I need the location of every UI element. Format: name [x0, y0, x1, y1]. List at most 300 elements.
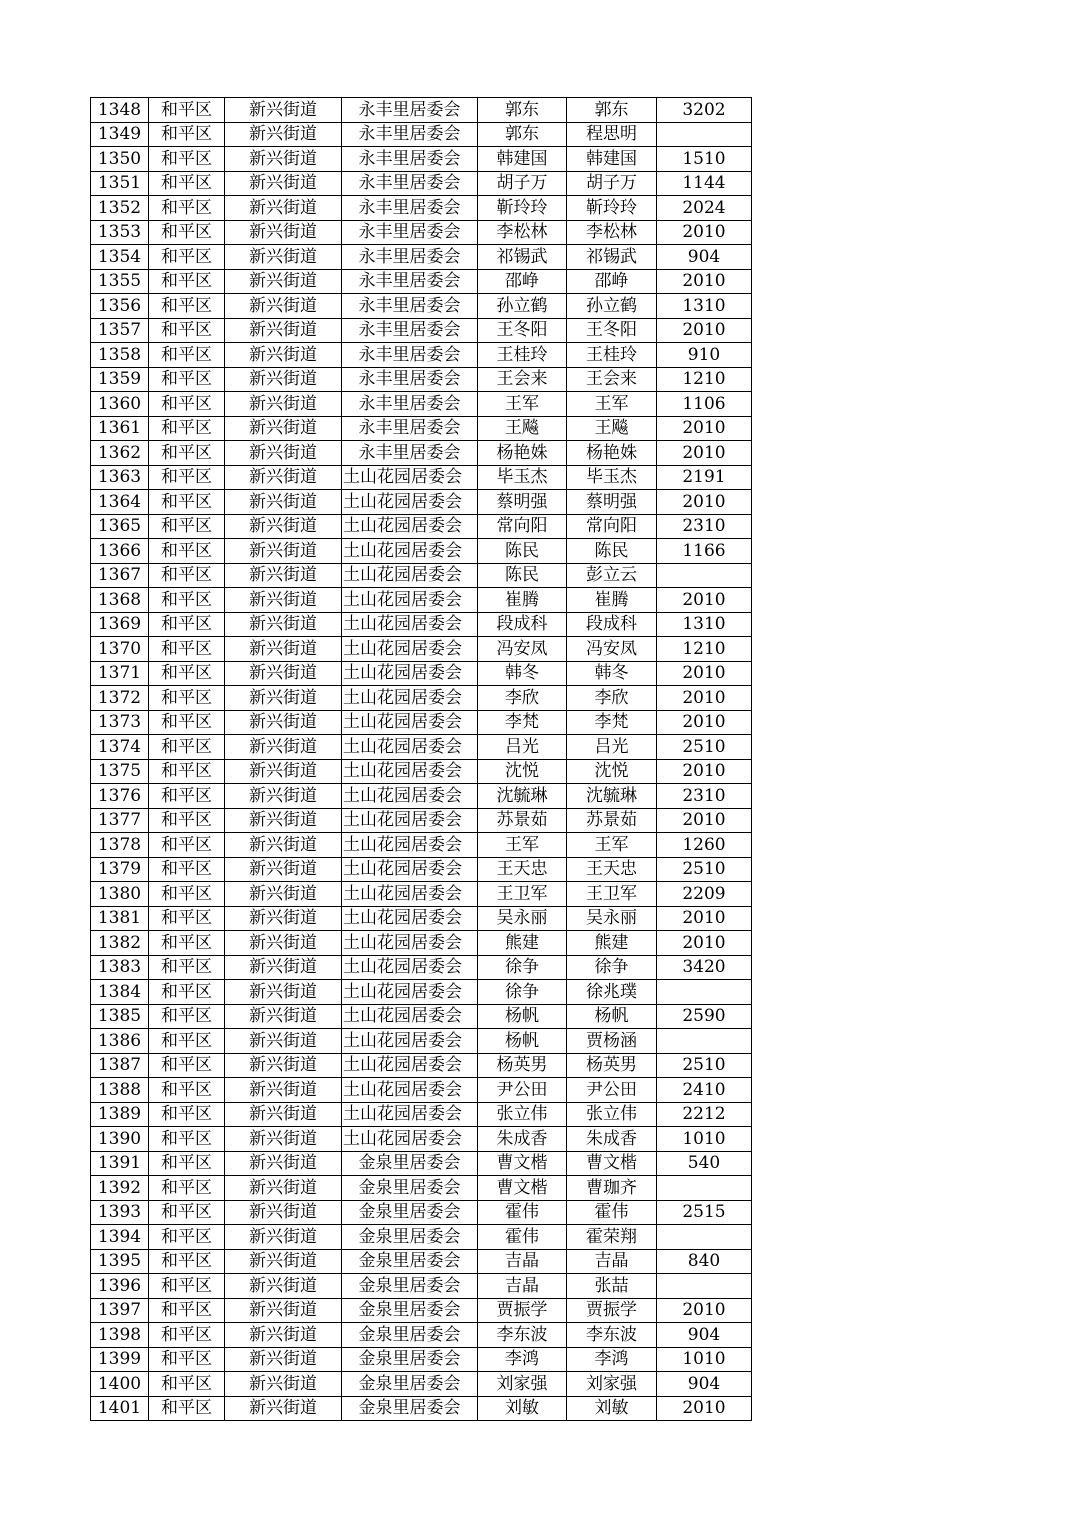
applicant-cell: 吉晶: [478, 1249, 567, 1274]
table-row: [91, 98, 752, 123]
committee-cell: 土山花园居委会: [342, 735, 478, 760]
applicant-cell: 徐争: [478, 955, 567, 980]
applicant-cell: 邵峥: [478, 269, 567, 294]
applicant-cell: 刘家强: [478, 1372, 567, 1397]
amount-cell: [657, 1274, 752, 1299]
row-number-cell: 1374: [91, 735, 149, 760]
member-cell: 王军: [567, 392, 657, 417]
row-number-cell: 1354: [91, 245, 149, 270]
applicant-cell: 苏景茹: [478, 808, 567, 833]
table-row: [91, 882, 752, 907]
member-cell: 杨艳姝: [567, 441, 657, 466]
table-row: [91, 171, 752, 196]
member-cell: 霍荣翔: [567, 1225, 657, 1250]
district-cell: 和平区: [149, 1372, 225, 1397]
amount-cell: 1210: [657, 367, 752, 392]
row-number-cell: 1401: [91, 1396, 149, 1421]
member-cell: 程思明: [567, 122, 657, 147]
street-cell: 新兴街道: [225, 1298, 342, 1323]
district-cell: 和平区: [149, 686, 225, 711]
district-cell: 和平区: [149, 367, 225, 392]
amount-cell: 2191: [657, 465, 752, 490]
committee-cell: 土山花园居委会: [342, 490, 478, 515]
applicant-cell: 陈民: [478, 539, 567, 564]
row-number-cell: 1389: [91, 1102, 149, 1127]
street-cell: 新兴街道: [225, 1151, 342, 1176]
street-cell: 新兴街道: [225, 1372, 342, 1397]
amount-cell: 2515: [657, 1200, 752, 1225]
street-cell: 新兴街道: [225, 147, 342, 172]
committee-cell: 土山花园居委会: [342, 759, 478, 784]
data-table: [90, 97, 752, 1421]
table-row: [91, 1274, 752, 1299]
district-cell: 和平区: [149, 269, 225, 294]
street-cell: 新兴街道: [225, 1127, 342, 1152]
amount-cell: 2209: [657, 882, 752, 907]
member-cell: 王桂玲: [567, 343, 657, 368]
member-cell: 张喆: [567, 1274, 657, 1299]
committee-cell: 永丰里居委会: [342, 392, 478, 417]
applicant-cell: 冯安凤: [478, 637, 567, 662]
committee-cell: 永丰里居委会: [342, 343, 478, 368]
member-cell: 韩冬: [567, 661, 657, 686]
table-row: [91, 1372, 752, 1397]
row-number-cell: 1393: [91, 1200, 149, 1225]
street-cell: 新兴街道: [225, 1274, 342, 1299]
street-cell: 新兴街道: [225, 759, 342, 784]
applicant-cell: 李松林: [478, 220, 567, 245]
row-number-cell: 1384: [91, 980, 149, 1005]
district-cell: 和平区: [149, 1078, 225, 1103]
amount-cell: 1260: [657, 833, 752, 858]
row-number-cell: 1373: [91, 710, 149, 735]
street-cell: 新兴街道: [225, 857, 342, 882]
member-cell: 熊建: [567, 931, 657, 956]
member-cell: 李东波: [567, 1323, 657, 1348]
district-cell: 和平区: [149, 955, 225, 980]
street-cell: 新兴街道: [225, 1323, 342, 1348]
applicant-cell: 曹文楷: [478, 1176, 567, 1201]
table-row: [91, 588, 752, 613]
amount-cell: 1010: [657, 1347, 752, 1372]
district-cell: 和平区: [149, 1200, 225, 1225]
applicant-cell: 常向阳: [478, 514, 567, 539]
member-cell: 胡子万: [567, 171, 657, 196]
member-cell: 段成科: [567, 612, 657, 637]
table-row: [91, 1053, 752, 1078]
applicant-cell: 陈民: [478, 563, 567, 588]
applicant-cell: 霍伟: [478, 1200, 567, 1225]
member-cell: 陈民: [567, 539, 657, 564]
applicant-cell: 胡子万: [478, 171, 567, 196]
table-row: [91, 1176, 752, 1201]
applicant-cell: 朱成香: [478, 1127, 567, 1152]
applicant-cell: 王卫军: [478, 882, 567, 907]
row-number-cell: 1358: [91, 343, 149, 368]
table-row: [91, 294, 752, 319]
applicant-cell: 孙立鹤: [478, 294, 567, 319]
amount-cell: 910: [657, 343, 752, 368]
member-cell: 杨帆: [567, 1004, 657, 1029]
district-cell: 和平区: [149, 294, 225, 319]
table-row: [91, 196, 752, 221]
table-row: [91, 490, 752, 515]
table-row: [91, 1029, 752, 1054]
applicant-cell: 霍伟: [478, 1225, 567, 1250]
street-cell: 新兴街道: [225, 465, 342, 490]
district-cell: 和平区: [149, 1176, 225, 1201]
member-cell: 冯安凤: [567, 637, 657, 662]
table-row: [91, 735, 752, 760]
committee-cell: 土山花园居委会: [342, 955, 478, 980]
district-cell: 和平区: [149, 784, 225, 809]
row-number-cell: 1348: [91, 98, 149, 123]
street-cell: 新兴街道: [225, 1004, 342, 1029]
committee-cell: 永丰里居委会: [342, 171, 478, 196]
committee-cell: 金泉里居委会: [342, 1176, 478, 1201]
member-cell: 徐兆璞: [567, 980, 657, 1005]
committee-cell: 金泉里居委会: [342, 1274, 478, 1299]
applicant-cell: 吴永丽: [478, 906, 567, 931]
street-cell: 新兴街道: [225, 171, 342, 196]
row-number-cell: 1365: [91, 514, 149, 539]
member-cell: 靳玲玲: [567, 196, 657, 221]
table-row: [91, 1151, 752, 1176]
applicant-cell: 杨帆: [478, 1029, 567, 1054]
applicant-cell: 王桂玲: [478, 343, 567, 368]
table-row: [91, 833, 752, 858]
table-row: [91, 612, 752, 637]
applicant-cell: 沈悦: [478, 759, 567, 784]
member-cell: 贾杨涵: [567, 1029, 657, 1054]
street-cell: 新兴街道: [225, 1249, 342, 1274]
district-cell: 和平区: [149, 147, 225, 172]
committee-cell: 金泉里居委会: [342, 1200, 478, 1225]
amount-cell: 904: [657, 1372, 752, 1397]
committee-cell: 永丰里居委会: [342, 294, 478, 319]
district-cell: 和平区: [149, 1004, 225, 1029]
street-cell: 新兴街道: [225, 735, 342, 760]
applicant-cell: 吕光: [478, 735, 567, 760]
applicant-cell: 郭东: [478, 122, 567, 147]
district-cell: 和平区: [149, 1127, 225, 1152]
district-cell: 和平区: [149, 196, 225, 221]
row-number-cell: 1352: [91, 196, 149, 221]
applicant-cell: 王军: [478, 392, 567, 417]
member-cell: 刘家强: [567, 1372, 657, 1397]
district-cell: 和平区: [149, 906, 225, 931]
district-cell: 和平区: [149, 245, 225, 270]
member-cell: 沈毓琳: [567, 784, 657, 809]
district-cell: 和平区: [149, 490, 225, 515]
member-cell: 曹珈齐: [567, 1176, 657, 1201]
street-cell: 新兴街道: [225, 294, 342, 319]
row-number-cell: 1399: [91, 1347, 149, 1372]
amount-cell: 2010: [657, 490, 752, 515]
amount-cell: 1166: [657, 539, 752, 564]
committee-cell: 土山花园居委会: [342, 710, 478, 735]
committee-cell: 永丰里居委会: [342, 269, 478, 294]
amount-cell: 2010: [657, 1396, 752, 1421]
applicant-cell: 吉晶: [478, 1274, 567, 1299]
committee-cell: 金泉里居委会: [342, 1151, 478, 1176]
applicant-cell: 李梵: [478, 710, 567, 735]
district-cell: 和平区: [149, 980, 225, 1005]
row-number-cell: 1376: [91, 784, 149, 809]
applicant-cell: 李欣: [478, 686, 567, 711]
committee-cell: 永丰里居委会: [342, 196, 478, 221]
member-cell: 王天忠: [567, 857, 657, 882]
street-cell: 新兴街道: [225, 1029, 342, 1054]
row-number-cell: 1351: [91, 171, 149, 196]
district-cell: 和平区: [149, 98, 225, 123]
member-cell: 常向阳: [567, 514, 657, 539]
table-row: [91, 931, 752, 956]
committee-cell: 土山花园居委会: [342, 1078, 478, 1103]
street-cell: 新兴街道: [225, 980, 342, 1005]
row-number-cell: 1397: [91, 1298, 149, 1323]
amount-cell: 2010: [657, 416, 752, 441]
amount-cell: 1310: [657, 294, 752, 319]
member-cell: 吉晶: [567, 1249, 657, 1274]
committee-cell: 永丰里居委会: [342, 367, 478, 392]
table-row: [91, 318, 752, 343]
street-cell: 新兴街道: [225, 1176, 342, 1201]
amount-cell: 3420: [657, 955, 752, 980]
district-cell: 和平区: [149, 1225, 225, 1250]
amount-cell: 904: [657, 1323, 752, 1348]
district-cell: 和平区: [149, 539, 225, 564]
row-number-cell: 1353: [91, 220, 149, 245]
district-cell: 和平区: [149, 1323, 225, 1348]
committee-cell: 永丰里居委会: [342, 220, 478, 245]
row-number-cell: 1380: [91, 882, 149, 907]
table-row: [91, 1200, 752, 1225]
row-number-cell: 1391: [91, 1151, 149, 1176]
table-row: [91, 392, 752, 417]
district-cell: 和平区: [149, 1298, 225, 1323]
table-row: [91, 906, 752, 931]
applicant-cell: 祁锡武: [478, 245, 567, 270]
member-cell: 李梵: [567, 710, 657, 735]
row-number-cell: 1370: [91, 637, 149, 662]
committee-cell: 土山花园居委会: [342, 1053, 478, 1078]
committee-cell: 金泉里居委会: [342, 1249, 478, 1274]
district-cell: 和平区: [149, 931, 225, 956]
amount-cell: [657, 980, 752, 1005]
street-cell: 新兴街道: [225, 808, 342, 833]
table-row: [91, 1298, 752, 1323]
amount-cell: 1310: [657, 612, 752, 637]
district-cell: 和平区: [149, 563, 225, 588]
street-cell: 新兴街道: [225, 416, 342, 441]
street-cell: 新兴街道: [225, 784, 342, 809]
table-row: [91, 147, 752, 172]
member-cell: 王冬阳: [567, 318, 657, 343]
committee-cell: 土山花园居委会: [342, 514, 478, 539]
member-cell: 吕光: [567, 735, 657, 760]
street-cell: 新兴街道: [225, 906, 342, 931]
applicant-cell: 王冬阳: [478, 318, 567, 343]
amount-cell: 840: [657, 1249, 752, 1274]
applicant-cell: 靳玲玲: [478, 196, 567, 221]
member-cell: 王卫军: [567, 882, 657, 907]
member-cell: 王军: [567, 833, 657, 858]
member-cell: 朱成香: [567, 1127, 657, 1152]
table-row: [91, 465, 752, 490]
row-number-cell: 1378: [91, 833, 149, 858]
row-number-cell: 1356: [91, 294, 149, 319]
district-cell: 和平区: [149, 220, 225, 245]
table-row: [91, 1102, 752, 1127]
street-cell: 新兴街道: [225, 563, 342, 588]
district-cell: 和平区: [149, 1396, 225, 1421]
amount-cell: 540: [657, 1151, 752, 1176]
district-cell: 和平区: [149, 343, 225, 368]
street-cell: 新兴街道: [225, 1102, 342, 1127]
district-cell: 和平区: [149, 171, 225, 196]
district-cell: 和平区: [149, 735, 225, 760]
district-cell: 和平区: [149, 808, 225, 833]
table-row: [91, 637, 752, 662]
applicant-cell: 崔腾: [478, 588, 567, 613]
row-number-cell: 1385: [91, 1004, 149, 1029]
applicant-cell: 王天忠: [478, 857, 567, 882]
amount-cell: 2010: [657, 1298, 752, 1323]
committee-cell: 土山花园居委会: [342, 808, 478, 833]
committee-cell: 金泉里居委会: [342, 1323, 478, 1348]
table-row: [91, 343, 752, 368]
member-cell: 崔腾: [567, 588, 657, 613]
street-cell: 新兴街道: [225, 318, 342, 343]
applicant-cell: 杨帆: [478, 1004, 567, 1029]
applicant-cell: 蔡明强: [478, 490, 567, 515]
table-row: [91, 220, 752, 245]
row-number-cell: 1368: [91, 588, 149, 613]
amount-cell: 2410: [657, 1078, 752, 1103]
street-cell: 新兴街道: [225, 1200, 342, 1225]
street-cell: 新兴街道: [225, 1396, 342, 1421]
street-cell: 新兴街道: [225, 98, 342, 123]
district-cell: 和平区: [149, 392, 225, 417]
amount-cell: 2010: [657, 220, 752, 245]
committee-cell: 土山花园居委会: [342, 784, 478, 809]
committee-cell: 土山花园居委会: [342, 637, 478, 662]
row-number-cell: 1392: [91, 1176, 149, 1201]
row-number-cell: 1359: [91, 367, 149, 392]
row-number-cell: 1398: [91, 1323, 149, 1348]
row-number-cell: 1372: [91, 686, 149, 711]
applicant-cell: 王军: [478, 833, 567, 858]
street-cell: 新兴街道: [225, 514, 342, 539]
table-row: [91, 661, 752, 686]
street-cell: 新兴街道: [225, 637, 342, 662]
applicant-cell: 韩冬: [478, 661, 567, 686]
member-cell: 贾振学: [567, 1298, 657, 1323]
amount-cell: 2510: [657, 857, 752, 882]
applicant-cell: 曹文楷: [478, 1151, 567, 1176]
street-cell: 新兴街道: [225, 686, 342, 711]
street-cell: 新兴街道: [225, 710, 342, 735]
street-cell: 新兴街道: [225, 122, 342, 147]
district-cell: 和平区: [149, 465, 225, 490]
committee-cell: 永丰里居委会: [342, 318, 478, 343]
district-cell: 和平区: [149, 441, 225, 466]
committee-cell: 土山花园居委会: [342, 588, 478, 613]
amount-cell: 2212: [657, 1102, 752, 1127]
street-cell: 新兴街道: [225, 196, 342, 221]
committee-cell: 永丰里居委会: [342, 416, 478, 441]
amount-cell: 2024: [657, 196, 752, 221]
row-number-cell: 1371: [91, 661, 149, 686]
street-cell: 新兴街道: [225, 1347, 342, 1372]
applicant-cell: 韩建国: [478, 147, 567, 172]
committee-cell: 永丰里居委会: [342, 122, 478, 147]
amount-cell: 2010: [657, 686, 752, 711]
member-cell: 孙立鹤: [567, 294, 657, 319]
applicant-cell: 尹公田: [478, 1078, 567, 1103]
row-number-cell: 1383: [91, 955, 149, 980]
district-cell: 和平区: [149, 416, 225, 441]
row-number-cell: 1381: [91, 906, 149, 931]
street-cell: 新兴街道: [225, 955, 342, 980]
member-cell: 吴永丽: [567, 906, 657, 931]
district-cell: 和平区: [149, 588, 225, 613]
street-cell: 新兴街道: [225, 269, 342, 294]
row-number-cell: 1395: [91, 1249, 149, 1274]
street-cell: 新兴街道: [225, 490, 342, 515]
table-row: [91, 759, 752, 784]
applicant-cell: 毕玉杰: [478, 465, 567, 490]
row-number-cell: 1363: [91, 465, 149, 490]
member-cell: 李欣: [567, 686, 657, 711]
district-cell: 和平区: [149, 318, 225, 343]
amount-cell: 1106: [657, 392, 752, 417]
street-cell: 新兴街道: [225, 1078, 342, 1103]
committee-cell: 土山花园居委会: [342, 833, 478, 858]
row-number-cell: 1390: [91, 1127, 149, 1152]
member-cell: 王会来: [567, 367, 657, 392]
district-cell: 和平区: [149, 1274, 225, 1299]
district-cell: 和平区: [149, 833, 225, 858]
table-row: [91, 441, 752, 466]
committee-cell: 土山花园居委会: [342, 906, 478, 931]
table-row: [91, 1078, 752, 1103]
amount-cell: 1210: [657, 637, 752, 662]
table-row: [91, 1396, 752, 1421]
member-cell: 杨英男: [567, 1053, 657, 1078]
street-cell: 新兴街道: [225, 343, 342, 368]
amount-cell: [657, 563, 752, 588]
row-number-cell: 1396: [91, 1274, 149, 1299]
applicant-cell: 刘敏: [478, 1396, 567, 1421]
member-cell: 郭东: [567, 98, 657, 123]
district-cell: 和平区: [149, 661, 225, 686]
committee-cell: 土山花园居委会: [342, 1102, 478, 1127]
member-cell: 韩建国: [567, 147, 657, 172]
row-number-cell: 1382: [91, 931, 149, 956]
applicant-cell: 李鸿: [478, 1347, 567, 1372]
row-number-cell: 1387: [91, 1053, 149, 1078]
amount-cell: 2010: [657, 588, 752, 613]
member-cell: 张立伟: [567, 1102, 657, 1127]
table-row: [91, 539, 752, 564]
applicant-cell: 沈毓琳: [478, 784, 567, 809]
amount-cell: 2010: [657, 759, 752, 784]
street-cell: 新兴街道: [225, 882, 342, 907]
amount-cell: [657, 122, 752, 147]
amount-cell: 3202: [657, 98, 752, 123]
